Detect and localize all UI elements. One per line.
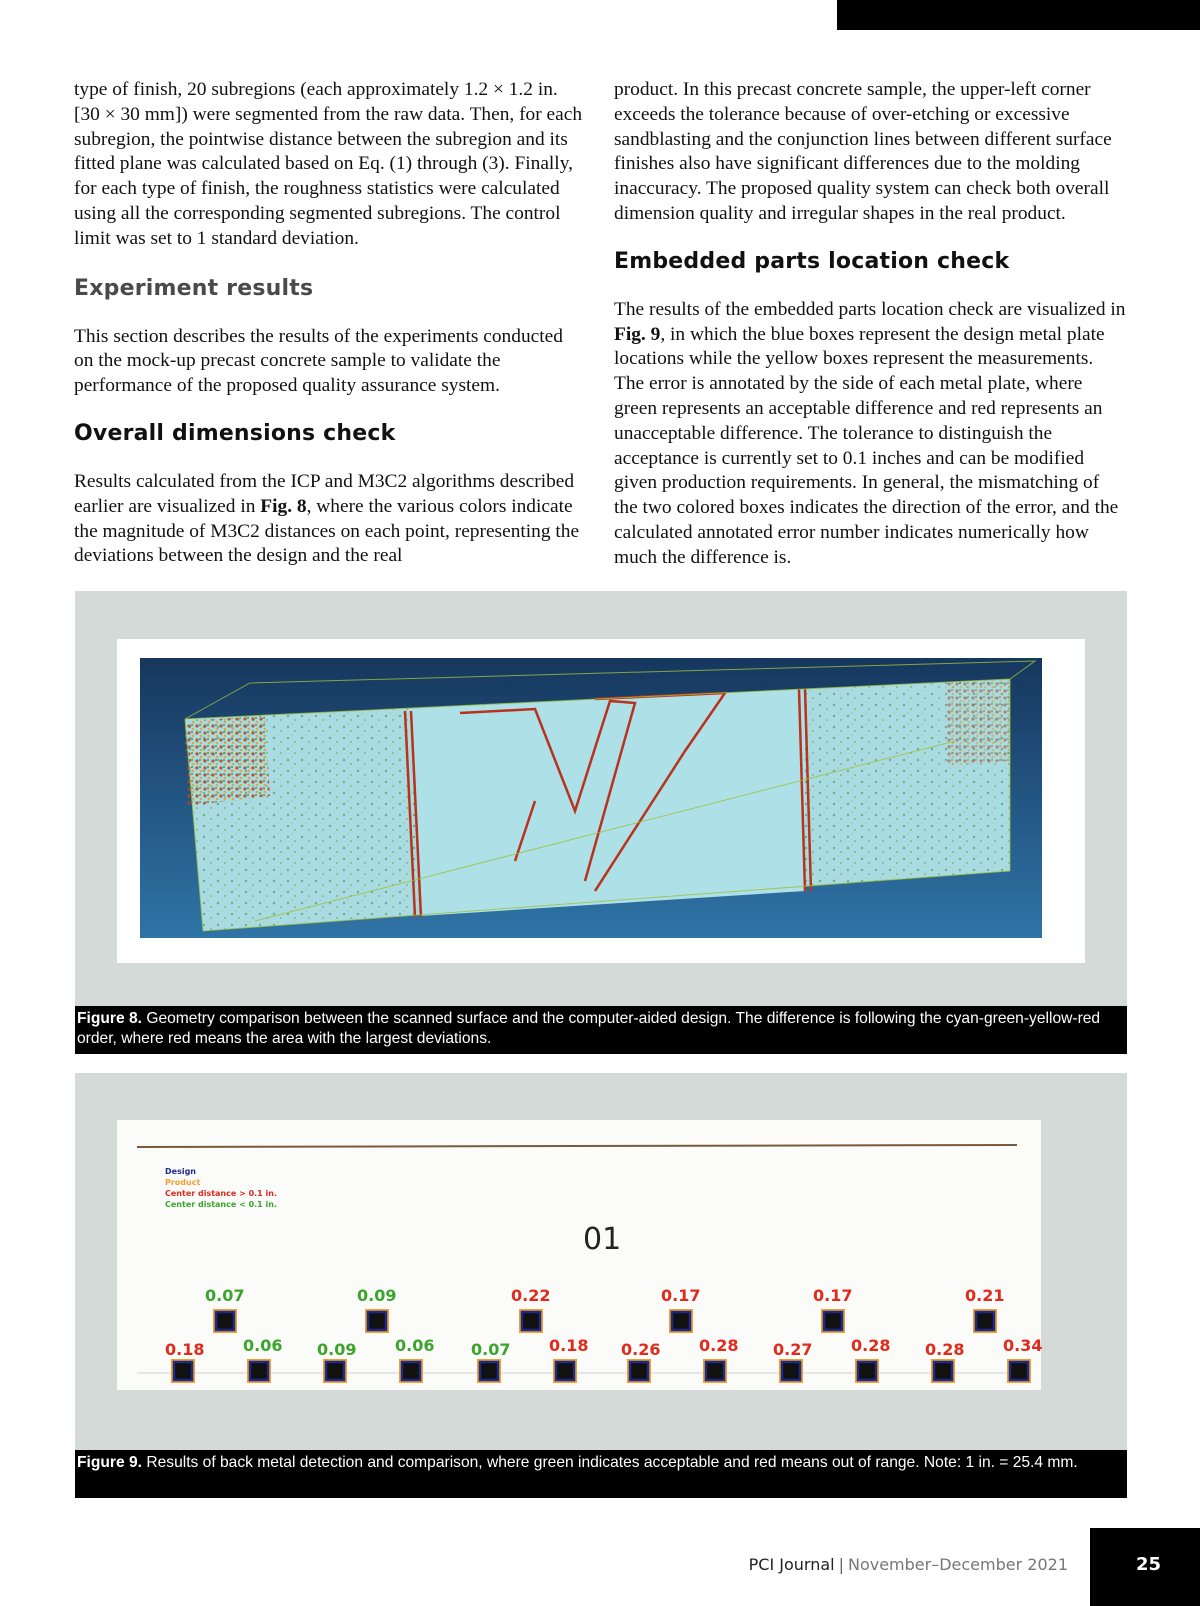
page-number-box [1090,1528,1200,1606]
legend-design: Design [165,1167,196,1176]
metal-plate [402,1362,420,1380]
paragraph: This section describes the results of the experiments conducted on the mock-up precast concrete sample to validate the performance of the proposed quality assurance system. [74,325,563,397]
error-value: 0.22 [511,1286,551,1305]
metal-plate [216,1312,234,1330]
metal-plate [672,1312,690,1330]
footer-journal-info [749,1555,1068,1574]
section-heading-embedded-parts: Embedded parts location check [614,248,1010,274]
legend-acceptable: Center distance < 0.1 in. [165,1200,277,1209]
paragraph: The results of the embedded parts location check are visualized in Fig. 9, in which the blue boxes represent the design metal plate locations while the yellow boxes represent the measurements. The error is annotated by the side of each metal plate, where green represents an acceptable difference and red represents an unacceptable difference. The tolerance to distinguish the acceptance is currently set to 0.1 inches and can be modified given production requirements. In general, the mismatching of the two colored boxes indicates the direction of the error, and the calculated annotated error number indicates numerically how much the difference is. [614,298,1126,568]
figure-8-caption: Figure 8. Geometry comparison between the scanned surface and the computer-aided design. The difference is following the cyan-green-yellow-red order, where red means the area with the largest deviations. [75,1006,1127,1054]
figure-8-panel [75,591,1127,1009]
error-value: 0.28 [699,1336,739,1355]
right-column [614,78,1126,571]
error-value: 0.18 [165,1340,205,1359]
error-value: 0.17 [661,1286,701,1305]
figure-8-image [75,591,1127,1009]
metal-plate [706,1362,724,1380]
error-value: 0.07 [471,1340,511,1359]
figure-9-panel [75,1073,1127,1451]
metal-plate [250,1362,268,1380]
legend-product: Product [165,1178,201,1187]
error-value: 0.09 [317,1340,357,1359]
section-heading-experiment-results: Experiment results [74,275,314,301]
error-value: 0.18 [549,1336,589,1355]
metal-plate [1010,1362,1028,1380]
error-value: 0.27 [773,1340,813,1359]
error-value: 0.28 [925,1340,965,1359]
error-value: 0.26 [621,1340,661,1359]
page-number: 25 [1136,1554,1162,1575]
metal-plate [174,1362,192,1380]
journal-name: PCI Journal [748,1555,835,1574]
figure-ref-link[interactable]: Fig. 8 [260,495,307,517]
metal-plate [976,1312,994,1330]
error-value: 0.34 [1003,1336,1043,1355]
figure-ref-link[interactable]: Fig. 9 [614,323,661,345]
metal-plate [858,1362,876,1380]
handwritten-label: 01 [583,1222,622,1257]
metal-plate [326,1362,344,1380]
paragraph: Results calculated from the ICP and M3C2 algorithms described earlier are visualized in Fig. 8, where the various colors indicate the magnitude of M3C2 distances on each point, representing the deviations between the design and the real [74,470,580,567]
left-column [74,78,584,569]
error-value: 0.17 [813,1286,853,1305]
error-value: 0.21 [965,1286,1005,1305]
metal-plate [368,1312,386,1330]
metal-plate [824,1312,842,1330]
error-value: 0.28 [851,1336,891,1355]
header-black-bar [837,0,1200,30]
metal-plate [782,1362,800,1380]
error-value: 0.06 [243,1336,283,1355]
metal-plate [480,1362,498,1380]
figure-9-image [75,1073,1127,1451]
metal-plate [630,1362,648,1380]
paragraph: product. In this precast concrete sample, the upper-left corner exceeds the tolerance because of over-etching or excessive sandblasting and the conjunction lines between different surface finishes also have significant differences due to the molding inaccuracy. The proposed quality system can check both overall dimension quality and irregular shapes in the real product. [614,79,1112,224]
error-value: 0.06 [395,1336,435,1355]
footer-separator: | [838,1555,844,1574]
section-heading-overall-dimensions: Overall dimensions check [74,420,396,446]
metal-plate [522,1312,540,1330]
legend-out-of-range: Center distance > 0.1 in. [165,1189,277,1198]
issue-date: November–December 2021 [847,1555,1068,1574]
error-value: 0.07 [205,1286,245,1305]
metal-plate [556,1362,574,1380]
metal-plate [934,1362,952,1380]
error-value: 0.09 [357,1286,397,1305]
figure-9-caption: Figure 9. Results of back metal detection and comparison, where green indicates acceptable and red means out of range. Note: 1 in. = 25.4 mm. [75,1450,1127,1498]
paragraph: type of finish, 20 subregions (each approximately 1.2 × 1.2 in. [30 × 30 mm]) were segmented from the raw data. Then, for each subregion, the pointwise distance between the subregion and its fitted plane was calculated based on Eq. (1) through (3). Finally, for each type of finish, the roughness statistics were calculated using all the corresponding segmented subregions. The control limit was set to 1 standard deviation. [74,79,583,249]
